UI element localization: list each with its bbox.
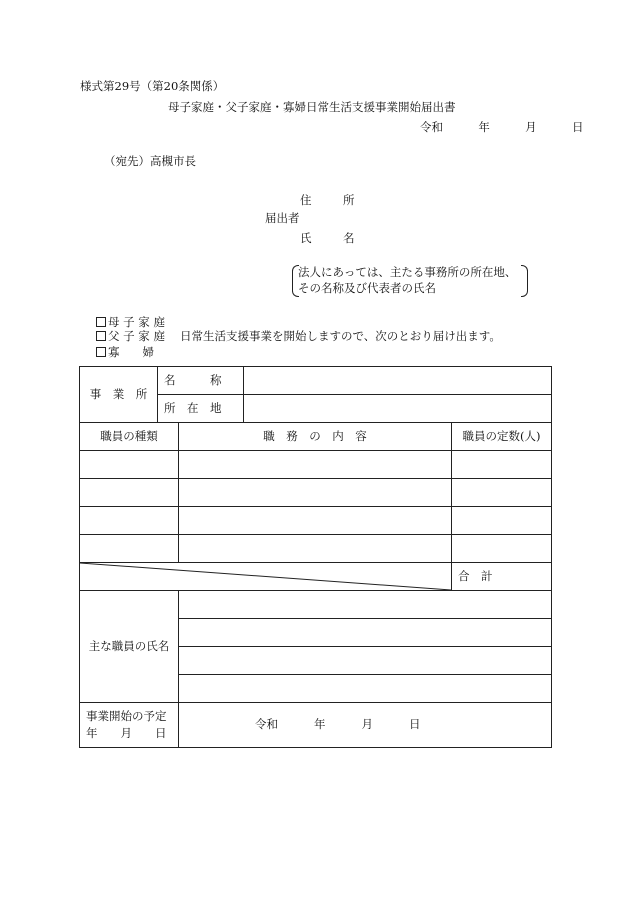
checkbox-label: 母 子 家 庭 [108, 315, 165, 329]
checkbox-square-icon[interactable] [96, 317, 106, 327]
checkbox-square-icon[interactable] [96, 347, 106, 357]
submission-date [420, 121, 583, 135]
duty-field[interactable] [179, 479, 452, 507]
table-row [80, 451, 552, 479]
headcount-header: 職員の定数(人) [452, 423, 552, 451]
checkbox-single-father[interactable] [96, 330, 165, 344]
headcount-field[interactable] [452, 451, 552, 479]
document-title: 母子家庭・父子家庭・寡婦日常生活支援事業開始届出書 [168, 100, 456, 114]
staff-type-field[interactable] [80, 507, 179, 535]
start-date-year: 年 [314, 717, 326, 732]
total-label: 合 計 [452, 563, 552, 591]
office-name-label: 名 称 [158, 367, 244, 395]
main-staff-field[interactable] [179, 591, 552, 619]
address-label: 住 所 [300, 193, 365, 207]
date-year: 年 [478, 120, 490, 134]
main-staff-field[interactable] [179, 647, 552, 675]
bracket-left [292, 265, 299, 297]
start-date-field[interactable] [179, 703, 552, 748]
diagonal-line [80, 563, 451, 590]
checkbox-label: 父 子 家 庭 [108, 329, 165, 343]
main-staff-field[interactable] [179, 675, 552, 703]
headcount-field[interactable] [452, 535, 552, 563]
date-era: 令和 [420, 120, 443, 134]
checkbox-single-mother[interactable] [96, 316, 165, 330]
bracket-right [521, 265, 528, 297]
start-date-month: 月 [361, 717, 373, 732]
duty-header: 職 務 の 内 容 [179, 423, 452, 451]
total-diagonal-cell [80, 563, 452, 591]
duty-field[interactable] [179, 451, 452, 479]
table-row [80, 507, 552, 535]
application-table [79, 366, 552, 748]
staff-type-field[interactable] [80, 535, 179, 563]
table-row [80, 535, 552, 563]
date-month: 月 [525, 120, 537, 134]
start-date-label [80, 703, 179, 748]
main-staff-label: 主な職員の氏名 [80, 591, 179, 703]
name-label: 氏 名 [300, 231, 365, 245]
staff-type-header: 職員の種類 [80, 423, 179, 451]
checkbox-widow[interactable] [96, 346, 154, 360]
headcount-field[interactable] [452, 507, 552, 535]
duty-field[interactable] [179, 535, 452, 563]
start-date-label-line2: 年 月 日 [86, 726, 167, 740]
office-label: 事 業 所 [80, 367, 158, 423]
headcount-field[interactable] [452, 479, 552, 507]
filer-label: 届出者 [265, 211, 300, 225]
start-date-day: 日 [409, 717, 421, 732]
main-staff-field[interactable] [179, 619, 552, 647]
office-name-field[interactable] [244, 367, 552, 395]
statement-text: 日常生活支援事業を開始しますので、次のとおり届け出ます。 [180, 329, 501, 343]
form-number: 様式第29号（第20条関係） [80, 79, 225, 93]
addressee: （宛先）高槻市長 [104, 154, 196, 168]
checkbox-square-icon[interactable] [96, 331, 106, 341]
office-location-field[interactable] [244, 395, 552, 423]
corporation-note [292, 264, 516, 296]
staff-type-field[interactable] [80, 451, 179, 479]
office-location-label: 所 在 地 [158, 395, 244, 423]
corp-note-line1: 法人にあっては、主たる事務所の所在地、 [298, 265, 517, 279]
corp-note-line2: その名称及び代表者の氏名 [298, 281, 436, 295]
date-day: 日 [571, 120, 584, 134]
checkbox-label: 寡 婦 [108, 345, 154, 359]
duty-field[interactable] [179, 507, 452, 535]
start-date-label-line1: 事業開始の予定 [86, 709, 167, 723]
start-date-era: 令和 [255, 717, 278, 732]
table-row [80, 479, 552, 507]
staff-type-field[interactable] [80, 479, 179, 507]
